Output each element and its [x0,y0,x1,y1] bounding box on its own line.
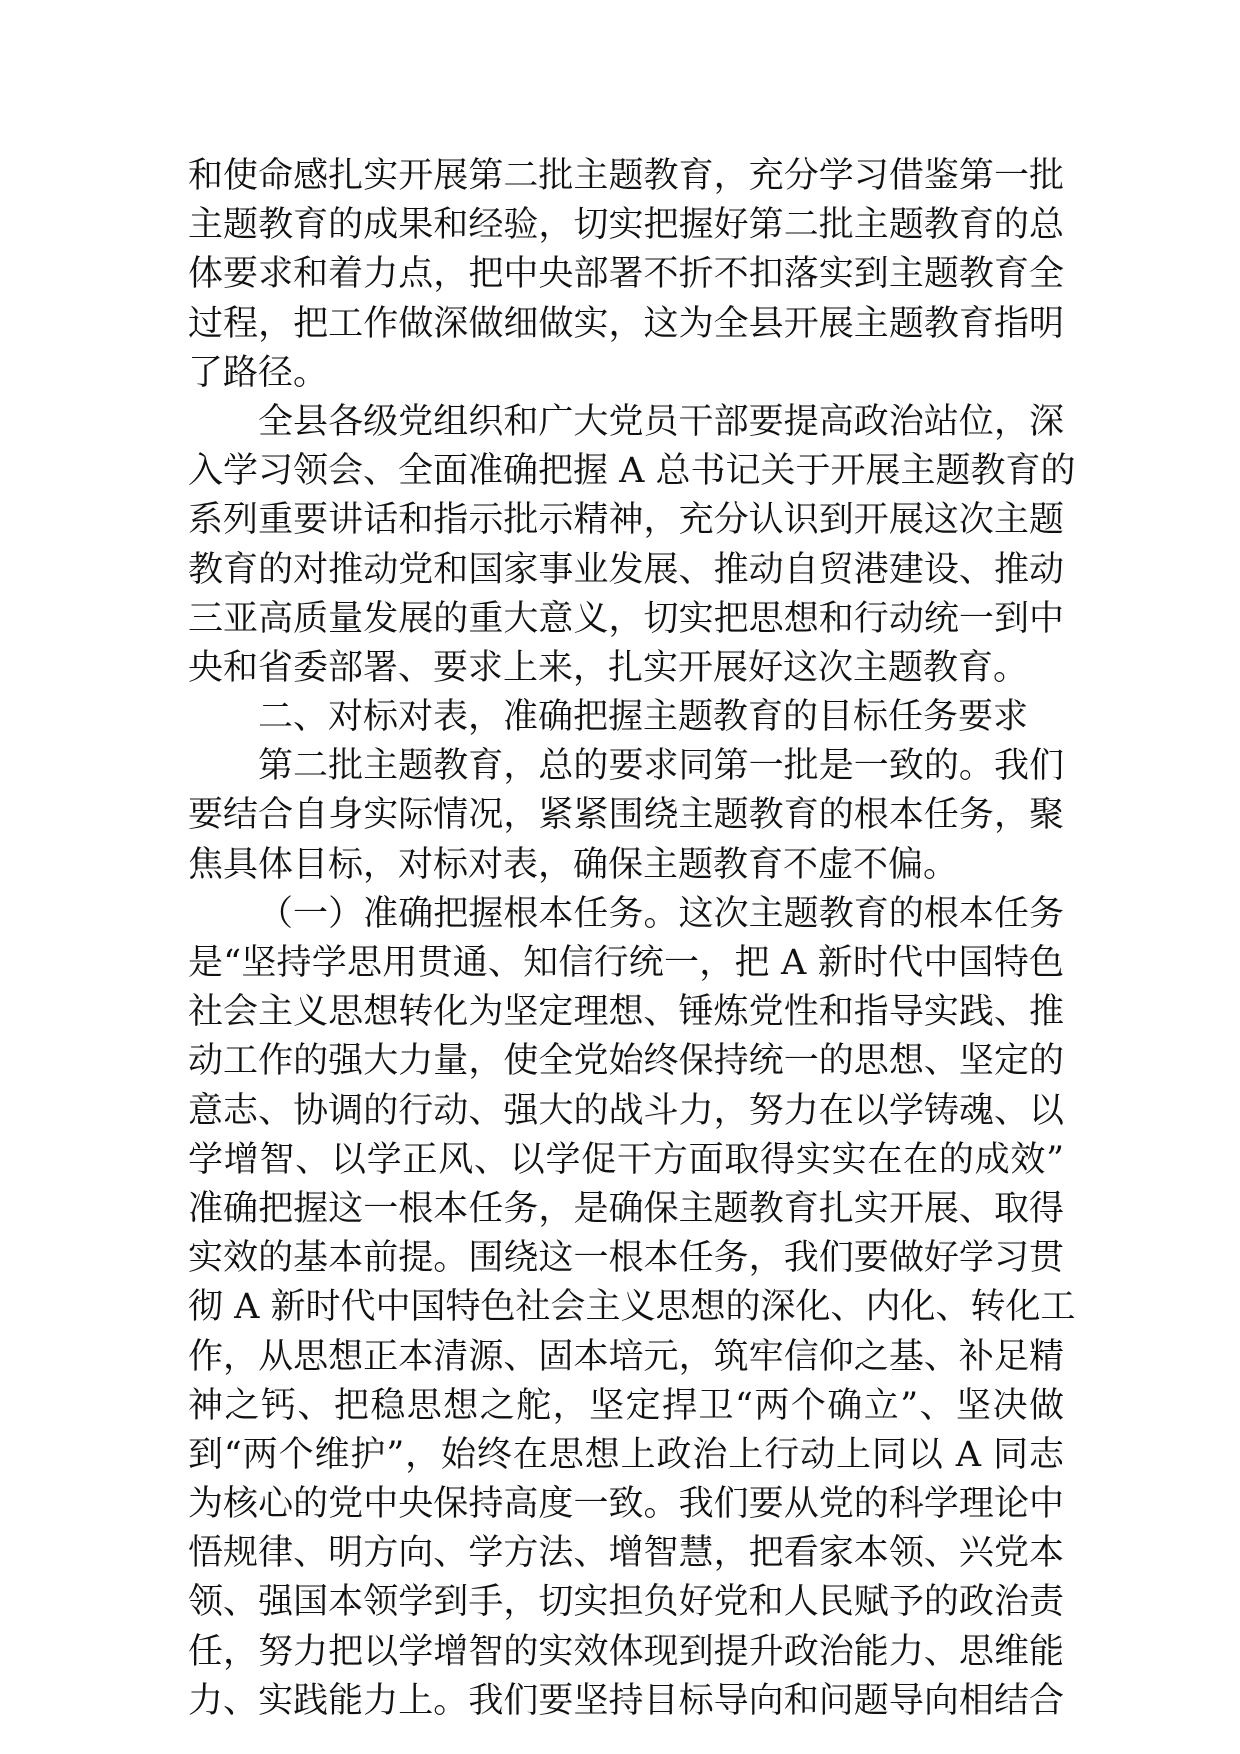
text-line: 了路径。 [188,352,329,393]
text-line: 为核心的党中央保持高度一致。我们要从党的科学理论中 [188,1484,1064,1525]
text-line: 体要求和着力点，把中央部署不折不扣落实到主题教育全 [188,254,1064,295]
text-line: 实效的基本前提。围绕这一根本任务，我们要做好学习贯 [188,1238,1064,1279]
text-line: 央和省委部署、要求上来，扎实开展好这次主题教育。 [188,647,1029,688]
text-line: 第二批主题教育，总的要求同第一批是一致的。我们 [258,746,1064,787]
text-line: 神之钙、把稳思想之舵，坚定捍卫“两个确立”、坚决做 [188,1385,1064,1426]
text-line: 到“两个维护”，始终在思想上政治上行动上同以 A 同志 [188,1434,1064,1475]
paragraph-continuation [188,152,1064,398]
text-line: 教育的对推动党和国家事业发展、推动自贸港建设、推动 [188,549,1064,590]
text-line: 系列重要讲话和指示批示精神，充分认识到开展这次主题 [188,500,1064,541]
text-line: 作，从思想正本清源、固本培元，筑牢信仰之基、补足精 [188,1336,1064,1377]
text-line: 彻 A 新时代中国特色社会主义思想的深化、内化、转化工 [188,1287,1076,1328]
text-line: 过程，把工作做深做细做实，这为全县开展主题教育指明 [188,303,1064,344]
text-line: 社会主义思想转化为坚定理想、锤炼党性和指导实践、推 [188,992,1064,1033]
paragraph-fundamental-task [188,890,1076,1726]
text-line: 准确把握这一根本任务，是确保主题教育扎实开展、取得 [188,1188,1064,1229]
text-line: （一）准确把握根本任务。这次主题教育的根本任务 [258,893,1064,934]
text-line: 动工作的强大力量，使全党始终保持统一的思想、坚定的 [188,1041,1064,1082]
text-line: 和使命感扎实开展第二批主题教育，充分学习借鉴第一批 [188,156,1064,196]
text-line: 学增智、以学正风、以学促干方面取得实实在在的成效” [188,1139,1064,1180]
text-line: 任，努力把以学增智的实效体现到提升政治能力、思维能 [188,1631,1064,1672]
text-line: 要结合自身实际情况，紧紧围绕主题教育的根本任务，聚 [188,795,1064,836]
text-line: 是“坚持学思用贯通、知信行统一，把 A 新时代中国特色 [188,943,1064,983]
text-line: 焦具体目标，对标对表，确保主题教育不虚不偏。 [188,844,959,885]
text-line: 全县各级党组织和广大党员干部要提高政治站位，深 [258,401,1064,442]
text-line: 力、实践能力上。我们要坚持目标导向和问题导向相结合 [188,1680,1064,1721]
document-page [188,152,1076,1726]
text-line: 三亚高质量发展的重大意义，切实把思想和行动统一到中 [188,598,1064,639]
text-line: 悟规律、明方向、学方法、增智慧，把看家本领、兴党本 [188,1533,1064,1574]
paragraph-county-party-organizations [188,398,1076,693]
text-line: 主题教育的成果和经验，切实把握好第二批主题教育的总 [188,205,1064,246]
heading-line: 二、对标对表，准确把握主题教育的目标任务要求 [258,697,1029,738]
section-heading [188,693,1064,742]
paragraph-second-batch-requirements [188,742,1064,890]
text-line: 意志、协调的行动、强大的战斗力，努力在以学铸魂、以 [188,1090,1064,1131]
text-line: 领、强国本领学到手，切实担负好党和人民赋予的政治责 [188,1582,1064,1623]
text-line: 入学习领会、全面准确把握 A 总书记关于开展主题教育的 [188,451,1076,492]
